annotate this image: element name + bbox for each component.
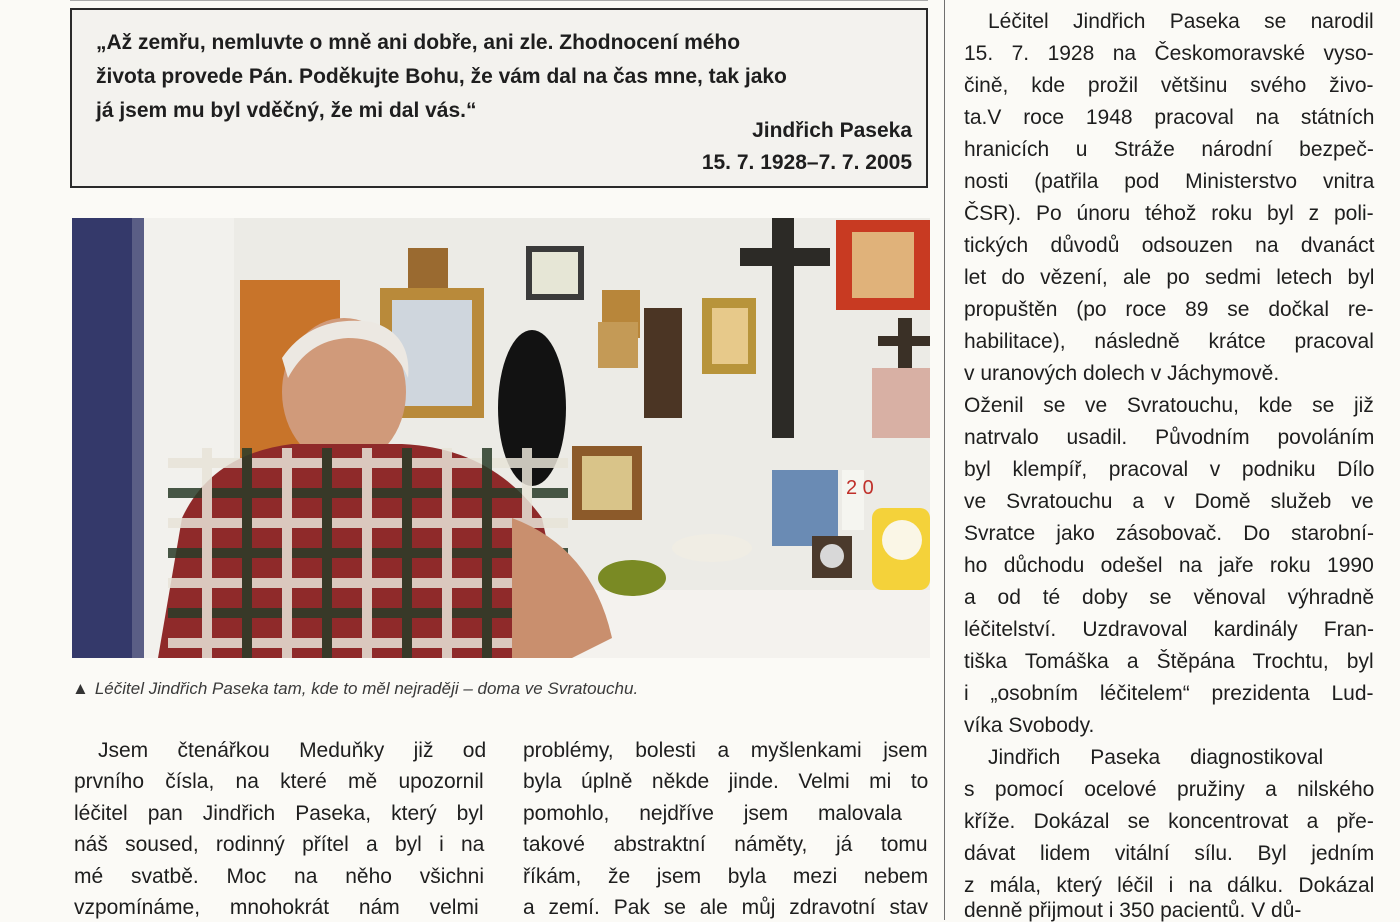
text-line: dávat lidem vitální sílu. Byl jedním bbox=[964, 842, 1375, 865]
text-line: byl klempíř, pracoval v podniku Dílo bbox=[964, 458, 1375, 481]
quote-dates: 15. 7. 1928–7. 7. 2005 bbox=[701, 151, 912, 174]
text-line: kříže. Dokázal se koncentrovat a pře- bbox=[964, 810, 1374, 833]
text-line: Oženil se ve Svratouchu, kde se již bbox=[964, 394, 1374, 417]
text-line: z mála, který léčil i na dálku. Dokázal bbox=[964, 874, 1375, 897]
quote-author: Jindřich Paseka bbox=[752, 119, 912, 142]
text-line: a zemí. Pak se ale můj zdravotní stav bbox=[523, 896, 928, 919]
text-line: ho důchodu odešel na jaře roku 1990 bbox=[964, 554, 1374, 577]
text-line: hranicích u Stráže národní bezpeč- bbox=[964, 138, 1374, 161]
text-line: let do vězení, ale po sedmi letech byl bbox=[964, 266, 1375, 289]
text-line: s pomocí ocelové pružiny a nilského bbox=[964, 778, 1375, 801]
text-line: léčitelství. Uzdravoval kardinály Fran- bbox=[964, 618, 1374, 641]
text-line: Jindřich Paseka diagnostikoval bbox=[988, 746, 1324, 769]
quote-line: „Až zemřu, nemluvte o mně ani dobře, ani zle. Zhodnocení mého bbox=[96, 31, 741, 54]
text-line: 15. 7. 1928 na Českomoravské vyso- bbox=[964, 42, 1374, 65]
text-line: byla úplně někde jinde. Velmi mi to bbox=[523, 770, 929, 793]
quote-line: já jsem mu byl vděčný, že mi dal vás.“ bbox=[96, 99, 477, 122]
text-line: propuštěn (po roce 89 se dočkal re- bbox=[964, 298, 1374, 321]
photo bbox=[72, 218, 930, 658]
photo-caption bbox=[72, 680, 638, 697]
quote-box bbox=[70, 8, 928, 188]
text-line: víka Svobody. bbox=[964, 714, 1095, 737]
text-line: čině, kde prožil většinu svého živo- bbox=[964, 74, 1374, 97]
text-line: ve Svratouchu a v Domě služeb ve bbox=[964, 490, 1374, 513]
text-line: tických důvodů odsouzen na dvanáct bbox=[964, 234, 1375, 257]
text-line: mé svatbě. Moc na něho všichni bbox=[74, 865, 484, 888]
top-rule bbox=[70, 0, 928, 1]
text-line: říkám, že jsem byla mezi nebem bbox=[523, 865, 929, 888]
text-line: v uranových dolech v Jáchymově. bbox=[964, 362, 1280, 385]
text-line: Svratce jako zásobovač. Do starobní- bbox=[964, 522, 1375, 545]
text-line: ČSR). Po únoru téhož roku byl z poli- bbox=[964, 202, 1374, 225]
text-line: pomohlo, nejdříve jsem malovala bbox=[523, 802, 902, 825]
text-line: denně přijmout i 350 pacientů. V dů- bbox=[964, 899, 1302, 922]
calendar-digits: 2 0 bbox=[846, 477, 874, 499]
text-line: léčitel pan Jindřich Paseka, který byl bbox=[74, 802, 484, 825]
text-line: problémy, bolesti a myšlenkami jsem bbox=[523, 739, 928, 762]
photo-illustration bbox=[72, 218, 930, 658]
text-line: ta.V roce 1948 pracoval na státních bbox=[964, 106, 1375, 129]
text-line: takové abstraktní náměty, já tomu bbox=[523, 833, 928, 856]
text-line: Jsem čtenářkou Meduňky již od bbox=[98, 739, 487, 762]
text-line: nosti (patřila pod Ministerstvo vnitra bbox=[964, 170, 1375, 193]
text-line: vzpomínáme, mnohokrát nám velmi bbox=[74, 896, 479, 919]
text-line: i „osobním léčitelem“ prezidenta Lud- bbox=[964, 682, 1374, 705]
column-divider bbox=[944, 0, 945, 920]
text-line: habilitace), následně krátce pracoval bbox=[964, 330, 1374, 353]
text-line: tiška Tomáška a Štěpána Trochtu, byl bbox=[964, 650, 1374, 673]
caption-triangle-icon: ▲ bbox=[72, 679, 89, 698]
text-line: Léčitel Jindřich Paseka se narodil bbox=[988, 10, 1374, 33]
text-line: natrvalo usadil. Původním povoláním bbox=[964, 426, 1375, 449]
text-line: prvního čísla, na které mě upozornil bbox=[74, 770, 484, 793]
text-line: a od té doby se věnoval výhradně bbox=[964, 586, 1375, 609]
caption-text: Léčitel Jindřich Paseka tam, kde to měl nejraději – doma ve Svratouchu. bbox=[94, 679, 639, 698]
quote-line: života provede Pán. Poděkujte Bohu, že vám dal na čas mne, tak jako bbox=[96, 65, 787, 88]
text-line: náš soused, rodinný přítel a byl i na bbox=[74, 833, 485, 856]
